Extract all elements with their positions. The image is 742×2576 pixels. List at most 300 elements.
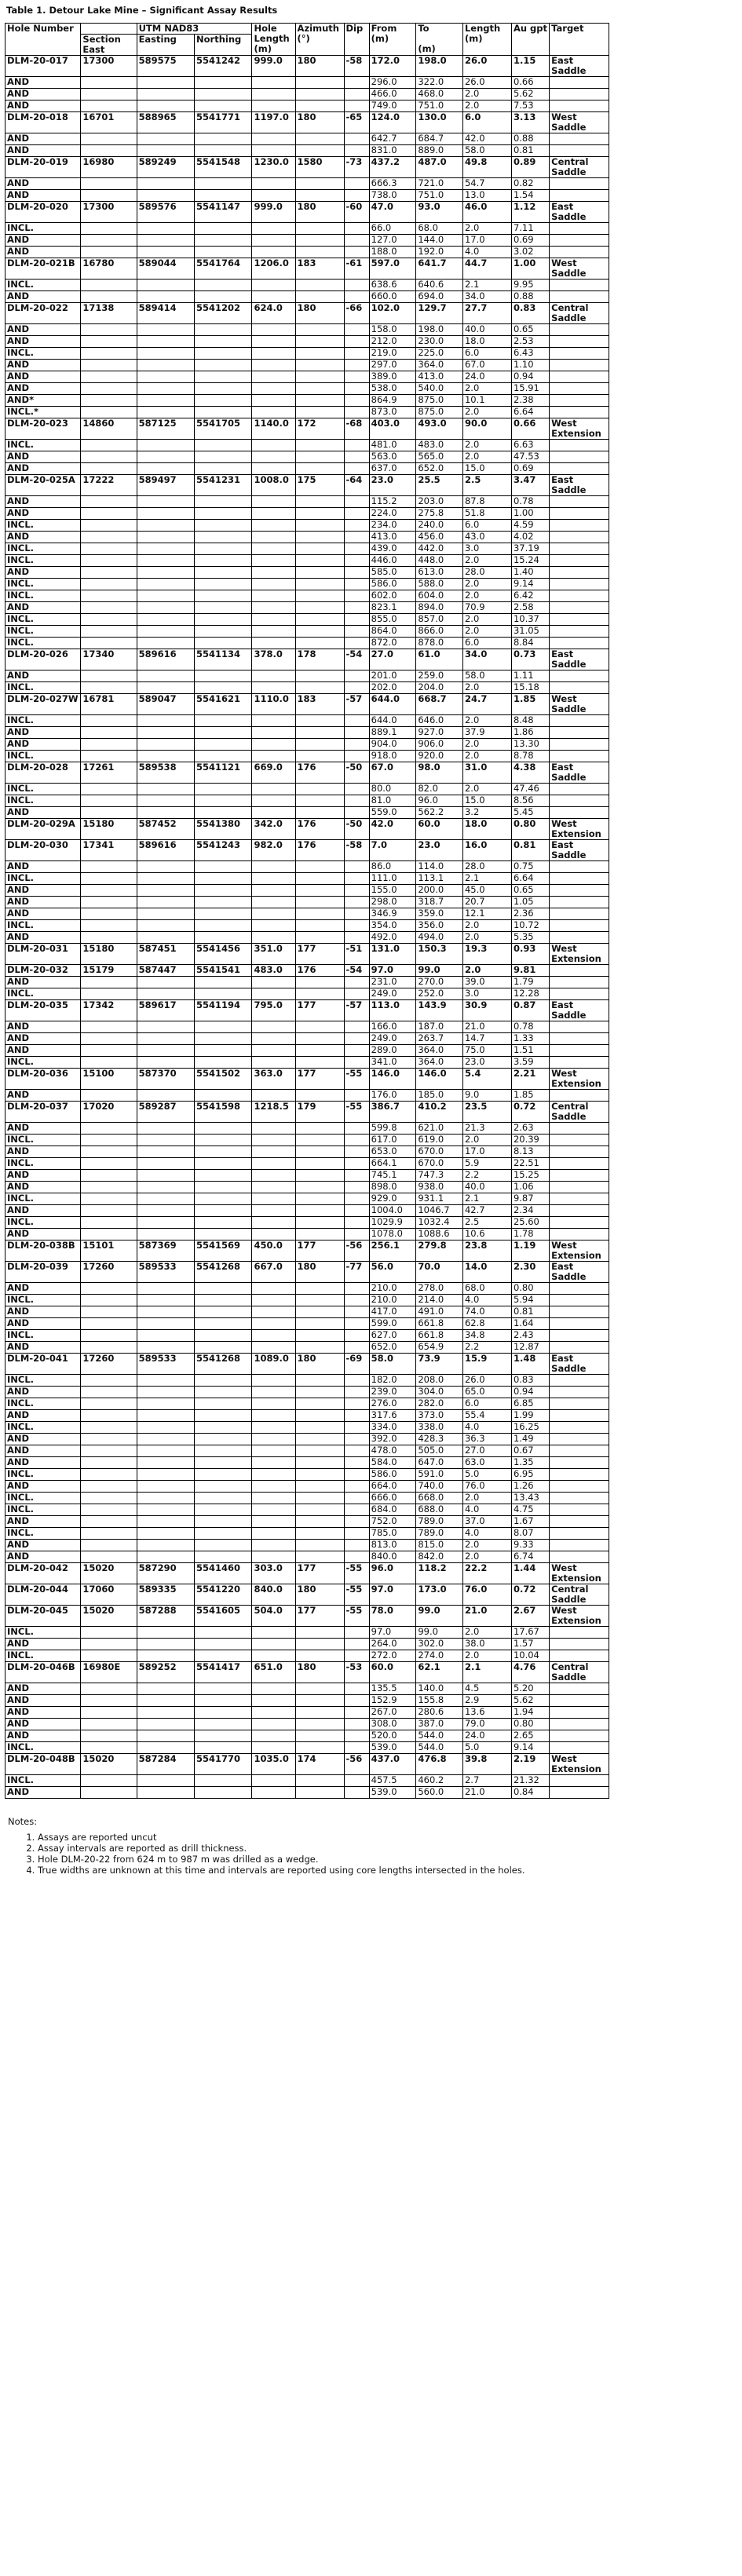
cell-target [550, 336, 609, 348]
cell-target: Central Saddle [550, 1584, 609, 1606]
cell-target [550, 1375, 609, 1387]
cell-to: 259.0 [416, 670, 463, 682]
cell-northing [195, 336, 252, 348]
cell-interval-length: 2.5 [462, 475, 511, 496]
cell-hole-length [252, 1330, 295, 1342]
header-utm: UTM NAD83 [137, 24, 252, 35]
table-title: Table 1. Detour Lake Mine – Significant Assay Results [6, 5, 278, 16]
cell-from: 135.5 [369, 1683, 416, 1695]
cell-interval-length: 21.0 [462, 1787, 511, 1799]
cell-from: 457.5 [369, 1775, 416, 1787]
cell-hole-length [252, 579, 295, 590]
cell-au-gpt: 0.94 [511, 371, 549, 383]
cell-hole-number: AND [5, 1695, 81, 1707]
table-row [5, 1775, 609, 1787]
cell-easting [137, 784, 194, 795]
cell-target [550, 555, 609, 567]
header-to-label: To [418, 23, 429, 34]
cell-azimuth [295, 463, 344, 475]
cell-northing: 5541771 [195, 112, 252, 133]
cell-azimuth [295, 1742, 344, 1754]
cell-from: 81.0 [369, 795, 416, 807]
cell-to: 684.7 [416, 133, 463, 145]
cell-interval-length: 55.4 [462, 1410, 511, 1422]
cell-dip [344, 463, 369, 475]
cell-interval-length: 2.0 [462, 739, 511, 751]
cell-interval-length: 2.0 [462, 1551, 511, 1563]
table-row [5, 496, 609, 508]
cell-section-east [81, 807, 137, 819]
cell-northing [195, 988, 252, 1000]
cell-target [550, 463, 609, 475]
cell-target: Central Saddle [550, 303, 609, 324]
cell-easting [137, 795, 194, 807]
cell-hole-length [252, 89, 295, 100]
header-section-east: Section East [81, 35, 137, 56]
cell-easting: 589335 [137, 1584, 194, 1606]
cell-dip [344, 579, 369, 590]
cell-dip: -61 [344, 258, 369, 280]
cell-from: 27.0 [369, 649, 416, 670]
cell-northing [195, 1683, 252, 1695]
cell-target: West Saddle [550, 258, 609, 280]
cell-hole-number: AND [5, 1033, 81, 1045]
cell-hole-number: AND [5, 1639, 81, 1650]
table-row [5, 336, 609, 348]
cell-section-east: 17138 [81, 303, 137, 324]
cell-from: 738.0 [369, 190, 416, 202]
cell-target: West Saddle [550, 112, 609, 133]
table-row [5, 1045, 609, 1057]
cell-dip [344, 291, 369, 303]
cell-target [550, 1387, 609, 1398]
cell-target [550, 1650, 609, 1662]
table-row [5, 1540, 609, 1551]
cell-interval-length: 70.9 [462, 602, 511, 614]
cell-dip [344, 190, 369, 202]
cell-northing [195, 638, 252, 649]
cell-dip [344, 977, 369, 988]
cell-au-gpt: 5.94 [511, 1295, 549, 1306]
cell-hole-number: AND [5, 451, 81, 463]
cell-hole-length [252, 1540, 295, 1551]
cell-dip [344, 1719, 369, 1730]
cell-dip [344, 1742, 369, 1754]
cell-northing [195, 1650, 252, 1662]
cell-northing [195, 1170, 252, 1182]
cell-interval-length: 2.0 [462, 932, 511, 944]
cell-northing [195, 1707, 252, 1719]
cell-easting [137, 1422, 194, 1434]
cell-dip [344, 897, 369, 908]
cell-section-east: 15020 [81, 1563, 137, 1584]
cell-interval-length: 2.0 [462, 590, 511, 602]
cell-hole-number: INCL. [5, 795, 81, 807]
cell-dip [344, 1469, 369, 1481]
cell-au-gpt: 4.75 [511, 1504, 549, 1516]
cell-dip: -64 [344, 475, 369, 496]
cell-dip: -58 [344, 840, 369, 861]
cell-easting [137, 1434, 194, 1445]
cell-au-gpt: 10.37 [511, 614, 549, 626]
table-row [5, 1158, 609, 1170]
cell-northing [195, 1540, 252, 1551]
cell-from: 599.0 [369, 1318, 416, 1330]
cell-target [550, 807, 609, 819]
cell-au-gpt: 1.19 [511, 1240, 549, 1262]
cell-to: 62.1 [416, 1662, 463, 1683]
cell-to: 99.0 [416, 1606, 463, 1627]
cell-dip [344, 1330, 369, 1342]
cell-northing [195, 784, 252, 795]
cell-au-gpt: 2.36 [511, 908, 549, 920]
cell-from: 239.0 [369, 1387, 416, 1398]
cell-au-gpt: 1.06 [511, 1182, 549, 1193]
cell-interval-length: 4.0 [462, 1528, 511, 1540]
cell-hole-length [252, 1719, 295, 1730]
cell-northing [195, 1445, 252, 1457]
cell-section-east [81, 247, 137, 258]
cell-from: 210.0 [369, 1295, 416, 1306]
cell-dip [344, 873, 369, 885]
cell-interval-length: 15.9 [462, 1354, 511, 1375]
table-row [5, 348, 609, 360]
cell-northing: 5541268 [195, 1262, 252, 1283]
cell-northing [195, 1481, 252, 1493]
cell-easting [137, 360, 194, 371]
cell-section-east [81, 1193, 137, 1205]
cell-easting: 589249 [137, 157, 194, 178]
cell-target [550, 590, 609, 602]
cell-northing [195, 145, 252, 157]
cell-azimuth [295, 885, 344, 897]
cell-from: 58.0 [369, 1354, 416, 1375]
cell-easting [137, 395, 194, 407]
cell-to: 621.0 [416, 1123, 463, 1135]
table-row [5, 920, 609, 932]
cell-interval-length: 2.0 [462, 626, 511, 638]
cell-hole-length [252, 395, 295, 407]
cell-azimuth [295, 1422, 344, 1434]
cell-from: 1078.0 [369, 1229, 416, 1240]
table-row [5, 532, 609, 543]
cell-dip [344, 532, 369, 543]
cell-hole-number: INCL. [5, 1422, 81, 1434]
cell-from: 599.8 [369, 1123, 416, 1135]
cell-from: 97.0 [369, 1627, 416, 1639]
cell-interval-length: 67.0 [462, 360, 511, 371]
cell-au-gpt: 3.59 [511, 1057, 549, 1069]
table-row [5, 202, 609, 223]
cell-interval-length: 54.7 [462, 178, 511, 190]
cell-from: 642.7 [369, 133, 416, 145]
cell-section-east [81, 280, 137, 291]
cell-azimuth [295, 451, 344, 463]
cell-hole-length [252, 1033, 295, 1045]
cell-dip [344, 1342, 369, 1354]
cell-from: 864.0 [369, 626, 416, 638]
cell-azimuth [295, 247, 344, 258]
cell-hole-number: AND [5, 383, 81, 395]
cell-hole-length [252, 1398, 295, 1410]
cell-interval-length: 2.0 [462, 751, 511, 762]
cell-hole-number: INCL. [5, 590, 81, 602]
cell-northing: 5541598 [195, 1102, 252, 1123]
cell-azimuth [295, 520, 344, 532]
cell-to: 413.0 [416, 371, 463, 383]
cell-target [550, 247, 609, 258]
cell-hole-number: INCL. [5, 1135, 81, 1146]
cell-interval-length: 14.0 [462, 1262, 511, 1283]
cell-dip: -69 [344, 1354, 369, 1375]
cell-hole-length [252, 977, 295, 988]
cell-au-gpt: 0.82 [511, 178, 549, 190]
cell-target: West Extension [550, 944, 609, 965]
cell-interval-length: 76.0 [462, 1584, 511, 1606]
cell-interval-length: 74.0 [462, 1306, 511, 1318]
cell-au-gpt: 10.04 [511, 1650, 549, 1662]
cell-from: 297.0 [369, 360, 416, 371]
cell-interval-length: 3.0 [462, 988, 511, 1000]
cell-interval-length: 46.0 [462, 202, 511, 223]
cell-northing [195, 932, 252, 944]
cell-section-east [81, 1540, 137, 1551]
cell-dip [344, 77, 369, 89]
cell-target [550, 670, 609, 682]
cell-hole-number: AND [5, 1787, 81, 1799]
cell-section-east [81, 555, 137, 567]
cell-hole-number: AND [5, 1283, 81, 1295]
cell-dip [344, 1045, 369, 1057]
cell-target: East Saddle [550, 840, 609, 861]
cell-hole-length [252, 1639, 295, 1650]
cell-dip [344, 988, 369, 1000]
cell-interval-length: 18.0 [462, 336, 511, 348]
cell-hole-length [252, 324, 295, 336]
cell-easting: 589252 [137, 1662, 194, 1683]
cell-hole-length [252, 1707, 295, 1719]
cell-interval-length: 23.0 [462, 1057, 511, 1069]
cell-easting [137, 626, 194, 638]
cell-section-east [81, 1158, 137, 1170]
cell-au-gpt: 9.81 [511, 965, 549, 977]
cell-interval-length: 26.0 [462, 56, 511, 77]
cell-to: 751.0 [416, 190, 463, 202]
cell-target [550, 1445, 609, 1457]
cell-target [550, 1205, 609, 1217]
cell-hole-length [252, 1021, 295, 1033]
cell-au-gpt: 17.67 [511, 1627, 549, 1639]
cell-hole-length [252, 555, 295, 567]
cell-hole-length [252, 1481, 295, 1493]
cell-interval-length: 4.5 [462, 1683, 511, 1695]
cell-to: 857.0 [416, 614, 463, 626]
cell-easting [137, 520, 194, 532]
cell-target [550, 1217, 609, 1229]
cell-hole-length [252, 451, 295, 463]
cell-dip [344, 1193, 369, 1205]
cell-interval-length: 42.0 [462, 133, 511, 145]
cell-azimuth [295, 784, 344, 795]
cell-easting [137, 1123, 194, 1135]
cell-target [550, 1775, 609, 1787]
cell-to: 173.0 [416, 1584, 463, 1606]
cell-azimuth [295, 1445, 344, 1457]
cell-interval-length: 2.0 [462, 614, 511, 626]
cell-section-east [81, 727, 137, 739]
cell-hole-number: AND [5, 496, 81, 508]
cell-target: East Saddle [550, 762, 609, 784]
cell-easting [137, 223, 194, 235]
table-row [5, 762, 609, 784]
table-row [5, 324, 609, 336]
cell-target: Central Saddle [550, 157, 609, 178]
cell-dip [344, 1398, 369, 1410]
cell-interval-length: 45.0 [462, 885, 511, 897]
cell-easting: 587288 [137, 1606, 194, 1627]
cell-au-gpt: 9.95 [511, 280, 549, 291]
cell-target [550, 1295, 609, 1306]
cell-northing [195, 133, 252, 145]
table-row [5, 371, 609, 383]
cell-azimuth [295, 1205, 344, 1217]
cell-section-east [81, 1295, 137, 1306]
cell-to: 661.8 [416, 1318, 463, 1330]
cell-hole-number: AND [5, 532, 81, 543]
cell-azimuth [295, 291, 344, 303]
cell-target [550, 1457, 609, 1469]
cell-hole-length [252, 861, 295, 873]
cell-hole-number: AND [5, 324, 81, 336]
cell-hole-number: INCL. [5, 440, 81, 451]
cell-target [550, 1627, 609, 1639]
cell-dip [344, 1787, 369, 1799]
cell-to: 842.0 [416, 1551, 463, 1563]
cell-hole-length [252, 1146, 295, 1158]
cell-au-gpt: 0.88 [511, 133, 549, 145]
cell-from: 67.0 [369, 762, 416, 784]
cell-hole-number: AND [5, 908, 81, 920]
cell-dip [344, 348, 369, 360]
cell-au-gpt: 1.99 [511, 1410, 549, 1422]
cell-from: 538.0 [369, 383, 416, 395]
table-row [5, 133, 609, 145]
cell-target [550, 1158, 609, 1170]
cell-target [550, 1504, 609, 1516]
table-row [5, 1123, 609, 1135]
cell-to: 927.0 [416, 727, 463, 739]
cell-northing [195, 897, 252, 908]
cell-azimuth [295, 89, 344, 100]
cell-target [550, 395, 609, 407]
cell-target [550, 1719, 609, 1730]
cell-au-gpt: 1.15 [511, 56, 549, 77]
cell-dip [344, 739, 369, 751]
cell-northing [195, 520, 252, 532]
cell-from: 42.0 [369, 819, 416, 840]
cell-section-east [81, 1650, 137, 1662]
cell-easting: 588965 [137, 112, 194, 133]
cell-hole-number: DLM-20-037 [5, 1102, 81, 1123]
cell-section-east: 16980 [81, 157, 137, 178]
cell-azimuth [295, 897, 344, 908]
cell-dip [344, 223, 369, 235]
cell-hole-number: INCL. [5, 1528, 81, 1540]
cell-easting [137, 579, 194, 590]
cell-interval-length: 24.0 [462, 1730, 511, 1742]
cell-dip: -54 [344, 649, 369, 670]
cell-northing [195, 873, 252, 885]
cell-hole-length [252, 145, 295, 157]
cell-to: 875.0 [416, 395, 463, 407]
cell-interval-length: 5.0 [462, 1742, 511, 1754]
cell-azimuth [295, 532, 344, 543]
cell-section-east [81, 1135, 137, 1146]
cell-target [550, 638, 609, 649]
cell-hole-number: DLM-20-038B [5, 1240, 81, 1262]
cell-to: 938.0 [416, 1182, 463, 1193]
table-row [5, 1422, 609, 1434]
cell-section-east [81, 626, 137, 638]
table-row [5, 694, 609, 715]
cell-northing [195, 1775, 252, 1787]
table-row [5, 626, 609, 638]
cell-azimuth: 175 [295, 475, 344, 496]
cell-to: 192.0 [416, 247, 463, 258]
cell-to: 359.0 [416, 908, 463, 920]
cell-section-east [81, 715, 137, 727]
table-row [5, 1742, 609, 1754]
cell-dip [344, 100, 369, 112]
cell-to: 274.0 [416, 1650, 463, 1662]
cell-easting [137, 1182, 194, 1193]
cell-from: 563.0 [369, 451, 416, 463]
cell-interval-length: 2.2 [462, 1170, 511, 1182]
table-row [5, 1504, 609, 1516]
cell-to: 654.9 [416, 1342, 463, 1354]
cell-interval-length: 4.0 [462, 1422, 511, 1434]
cell-northing [195, 739, 252, 751]
cell-section-east [81, 614, 137, 626]
cell-au-gpt: 0.88 [511, 291, 549, 303]
cell-dip [344, 1283, 369, 1295]
cell-northing [195, 532, 252, 543]
cell-azimuth: 177 [295, 944, 344, 965]
cell-from: 346.9 [369, 908, 416, 920]
cell-easting [137, 235, 194, 247]
cell-interval-length: 90.0 [462, 418, 511, 440]
notes-list [8, 1832, 572, 1876]
cell-section-east: 17340 [81, 649, 137, 670]
cell-azimuth [295, 223, 344, 235]
cell-azimuth [295, 383, 344, 395]
cell-hole-length: 1206.0 [252, 258, 295, 280]
table-row [5, 1563, 609, 1584]
cell-azimuth [295, 100, 344, 112]
cell-section-east [81, 1033, 137, 1045]
cell-interval-length: 2.0 [462, 579, 511, 590]
cell-azimuth [295, 1158, 344, 1170]
cell-interval-length: 22.2 [462, 1563, 511, 1584]
cell-azimuth [295, 1306, 344, 1318]
cell-interval-length: 31.0 [462, 762, 511, 784]
cell-dip [344, 1021, 369, 1033]
cell-dip [344, 145, 369, 157]
cell-hole-number: INCL. [5, 1193, 81, 1205]
table-row [5, 965, 609, 977]
cell-dip [344, 1528, 369, 1540]
cell-target: East Saddle [550, 1000, 609, 1021]
